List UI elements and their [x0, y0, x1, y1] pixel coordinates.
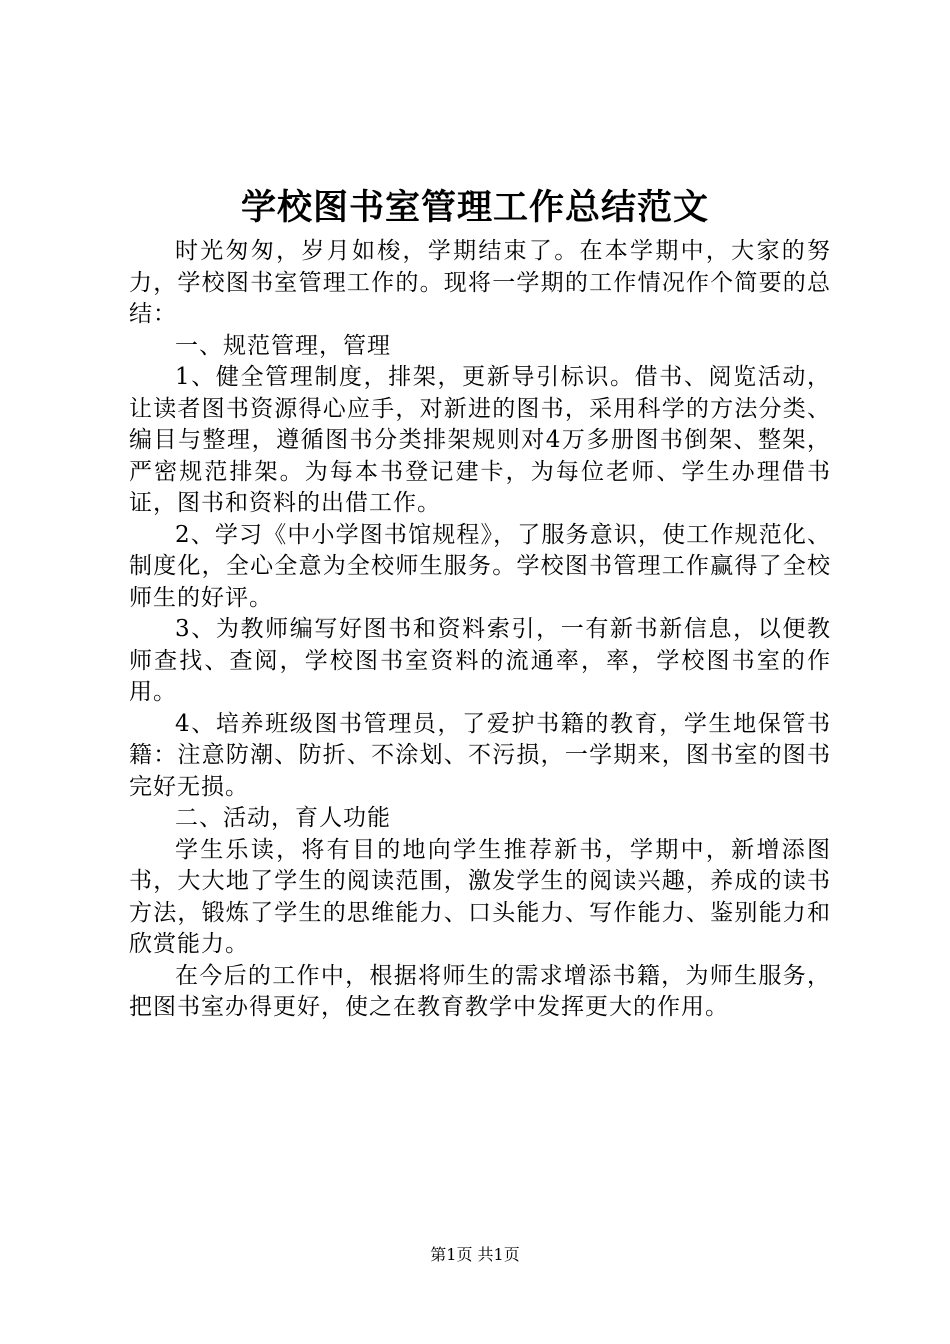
section-heading-1: 一、规范管理，管理	[175, 332, 391, 359]
paragraph-item-3: 3、为教师编写好图书和资料索引，一有新书新信息，以便教师查找、查阅，学校图书室资料的流通率，率，学校图书室的作用。	[129, 616, 831, 705]
document-body	[129, 236, 831, 1024]
section-heading-2: 二、活动，育人功能	[175, 805, 391, 831]
paragraph-item-4: 4、培养班级图书管理员，了爱护书籍的教育，学生地保管书籍：注意防潮、防折、不涂划、不污损，一学期来，图书室的图书完好无损。	[129, 710, 831, 800]
document-title: 学校图书室管理工作总结范文	[240, 187, 709, 228]
page-footer: 第1页 共1页	[430, 1245, 520, 1264]
paragraph-item-2: 2、学习《中小学图书馆规程》，了服务意识，使工作规范化、制度化，全心全意为全校师生服务。学校图书管理工作赢得了全校师生的好评。	[129, 521, 831, 611]
paragraph-intro: 时光匆匆，岁月如梭，学期结束了。在本学期中，大家的努力，学校图书室管理工作的。现将一学期的工作情况作个简要的总结：	[129, 238, 831, 327]
paragraph-item-1: 1、健全管理制度，排架，更新导引标识。借书、阅览活动，让读者图书资源得心应手，对新进的图书，采用科学的方法分类、编目与整理，遵循图书分类排架规则对4万多册图书倒架、整架，严密规范排架。为每本书登记建卡，为每位老师、学生办理借书证，图书和资料的出借工作。	[129, 364, 831, 516]
paragraph-conclusion: 在今后的工作中，根据将师生的需求增添书籍，为师生服务，把图书室办得更好，使之在教育教学中发挥更大的作用。	[129, 962, 831, 1020]
paragraph-activities: 学生乐读，将有目的地向学生推荐新书，学期中，新增添图书，大大地了学生的阅读范围，激发学生的阅读兴趣，养成的读书方法，锻炼了学生的思维能力、口头能力、写作能力、鉴别能力和欣赏能力。	[129, 836, 831, 957]
